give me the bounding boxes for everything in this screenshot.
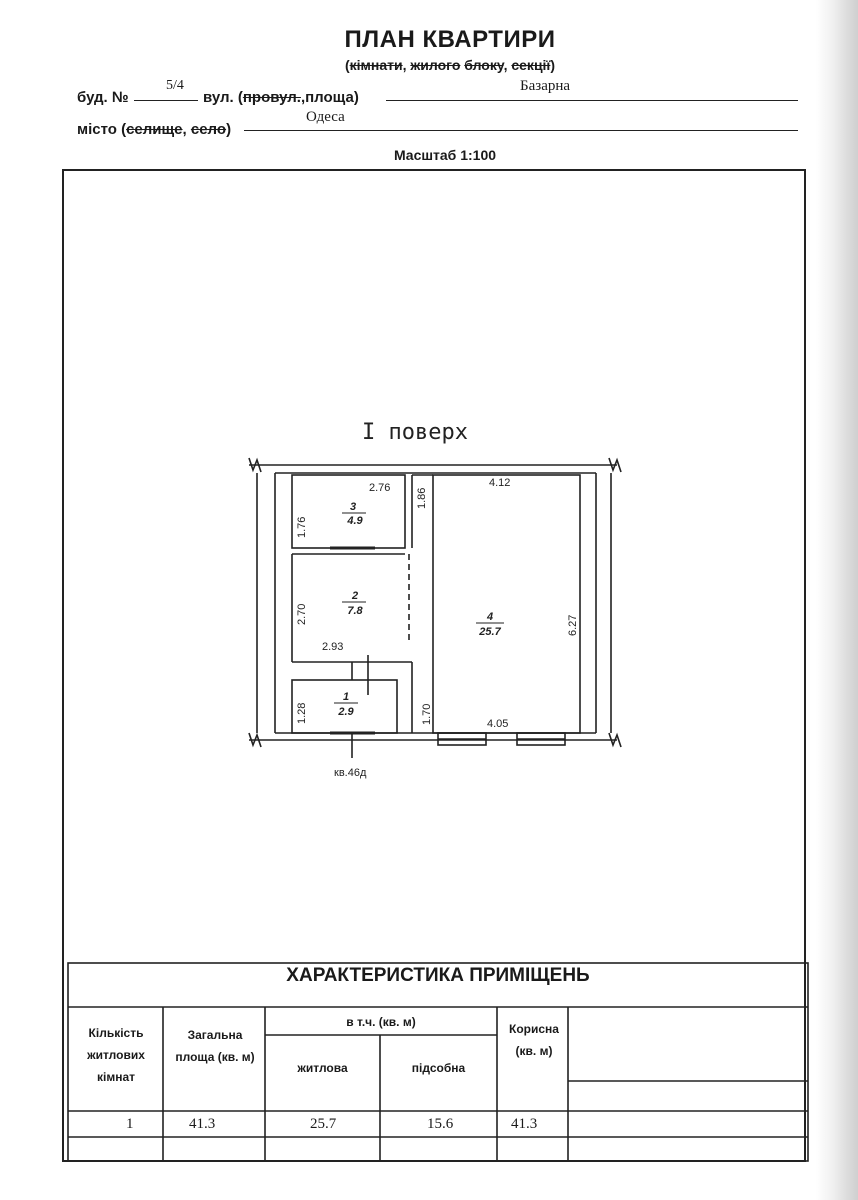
- subtitle-block-struck: блоку: [464, 57, 504, 73]
- city-label-settlement-struck: селище: [126, 121, 183, 138]
- street-label-lane-struck: провул.: [242, 89, 301, 106]
- col-header-total: Загальна площа (кв. м): [175, 1028, 255, 1064]
- col-header-living: житлова: [297, 1061, 348, 1075]
- room-4-number: 4: [486, 611, 494, 623]
- street-value: Базарна: [520, 78, 571, 94]
- room-1-area: 2.9: [338, 706, 354, 718]
- col-header-aux: підсобна: [411, 1061, 466, 1075]
- col-header-rooms: Кількість житлових кімнат: [87, 1026, 145, 1084]
- document-title: ПЛАН КВАРТИРИ: [344, 26, 556, 53]
- col-header-useful: Корисна (кв. м): [509, 1022, 559, 1058]
- room-1-number: 1: [342, 691, 350, 703]
- characteristics-heading: ХАРАКТЕРИСТИКА ПРИМІЩЕНЬ: [286, 965, 590, 986]
- subtitle-close: ): [550, 57, 556, 73]
- cell-total: 41.3: [189, 1116, 216, 1132]
- cell-rooms: 1: [126, 1116, 134, 1132]
- room-2-number: 2: [351, 590, 359, 602]
- scale-label: Масштаб 1:100: [393, 147, 497, 163]
- col-header-incl: в т.ч. (кв. м): [346, 1015, 416, 1029]
- dim-1-76: 1.76: [296, 516, 308, 538]
- city-label-sep: ,: [182, 121, 191, 138]
- subtitle-sep1: ,: [402, 57, 411, 73]
- break-mark-bottom-left: [249, 733, 261, 747]
- room-3-area: 4.9: [347, 515, 363, 527]
- subtitle-rooms-struck: кімнати: [349, 57, 403, 73]
- dim-4-12: 4.12: [489, 477, 511, 489]
- city-label-pre: місто (: [77, 121, 127, 138]
- room-4-area: 25.7: [479, 626, 501, 638]
- room-4-outline: [433, 475, 580, 733]
- break-mark-top-right: [609, 458, 621, 472]
- dim-1-28: 1.28: [296, 702, 308, 724]
- cell-useful: 41.3: [511, 1116, 538, 1132]
- break-mark-top-left: [249, 458, 261, 472]
- room-2-area: 7.8: [347, 605, 363, 617]
- dim-2-76: 2.76: [369, 482, 391, 494]
- city-label-village-struck: село: [190, 121, 227, 138]
- street-label-pre: вул. (: [203, 89, 243, 106]
- subtitle-open: (: [344, 57, 350, 73]
- cell-aux: 15.6: [427, 1116, 454, 1132]
- city-label-post: ): [226, 121, 232, 138]
- subtitle-sep3: ,: [503, 57, 512, 73]
- dim-1-86: 1.86: [416, 487, 428, 509]
- building-label: буд. №: [77, 89, 129, 106]
- subtitle-living-struck: жилого: [410, 57, 461, 73]
- floor-label: I поверх: [362, 420, 468, 445]
- dim-6-27: 6.27: [567, 614, 579, 636]
- break-mark-bottom-right: [609, 733, 621, 747]
- dim-2-70: 2.70: [296, 603, 308, 625]
- entry-label: кв.46д: [334, 767, 367, 779]
- city-value: Одеса: [306, 109, 345, 125]
- subtitle-section-struck: секції: [511, 57, 551, 73]
- building-value: 5/4: [166, 78, 184, 93]
- dim-4-05: 4.05: [487, 718, 509, 730]
- dim-1-70: 1.70: [421, 703, 433, 725]
- dim-2-93: 2.93: [322, 641, 344, 653]
- street-label-post: ,площа): [300, 89, 359, 106]
- cell-living: 25.7: [310, 1116, 337, 1132]
- room-3-number: 3: [349, 501, 357, 513]
